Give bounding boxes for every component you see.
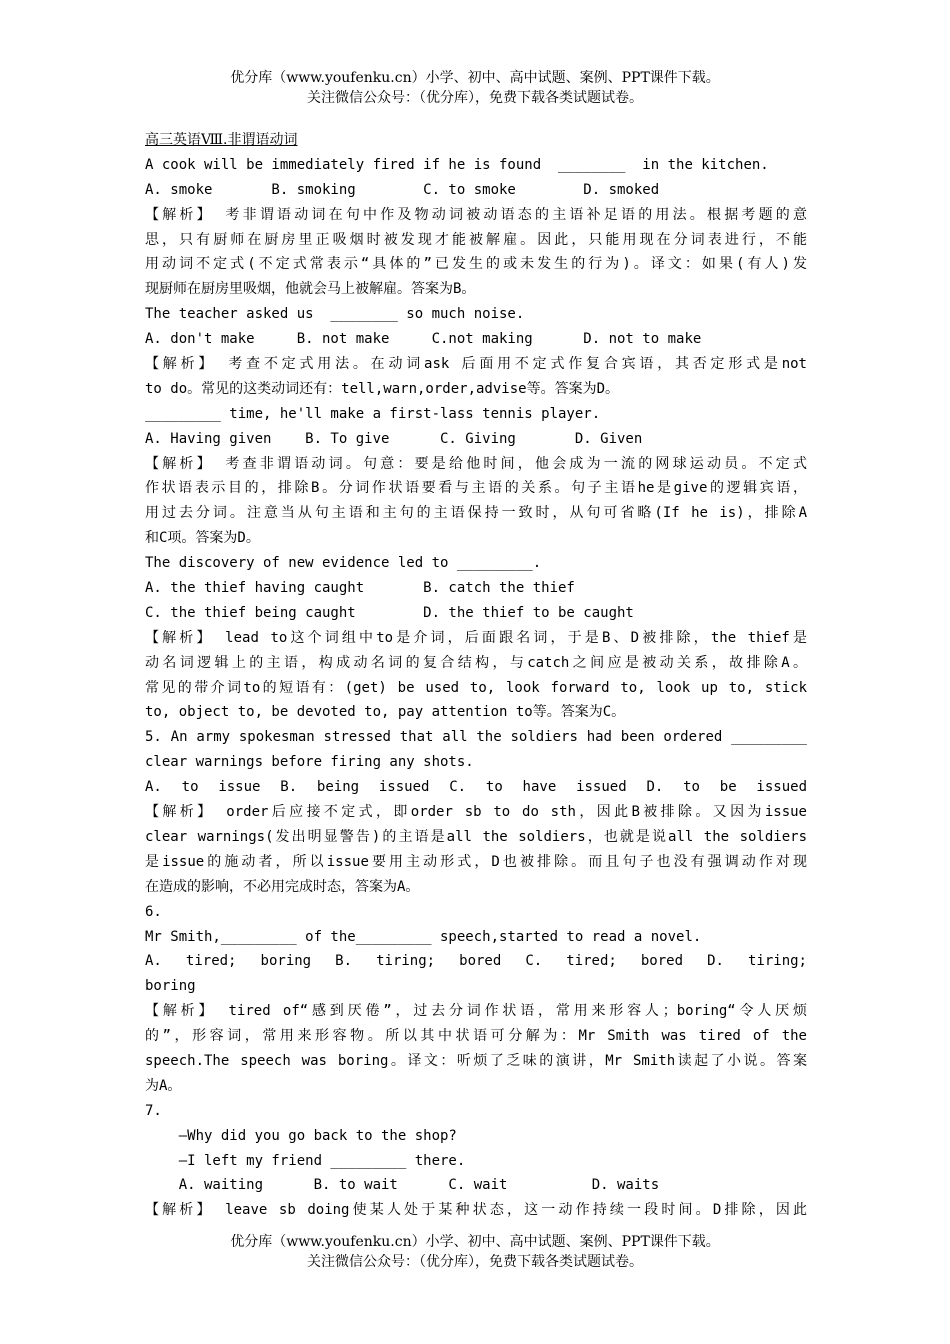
text-line: 常见的带介词to的短语有：(get) be used to, look forward to, look up to, stick [145,679,807,696]
footer-line-2: 关注微信公众号：（优分库），免费下载各类试题试卷。 [307,1254,643,1270]
text-line: A. smoke B. smoking C. to smoke D. smoked [145,181,660,198]
text-line: 【解析】 order后应接不定式，即order sb to do sth，因此B被排除。又因为issue [145,804,807,821]
text-line: The teacher asked us ________ so much noise. [145,306,525,323]
text-line: 思，只有厨师在厨房里正吸烟时被发现才能被解雇。因此，只能用现在分词表进行，不能 [145,231,807,248]
text-line: 的”，形容词，常用来形容物。所以其中状语可分解为：Mr Smith was tired of the [145,1028,807,1045]
text-line: speech.The speech was boring。译文：听烦了乏味的演讲，Mr Smith读起了小说。答案 [145,1052,807,1069]
text-line: 7. [145,1102,162,1119]
document-lines [145,153,807,1223]
text-line: 5. An army spokesman stressed that all the soldiers had been ordered _________ [145,729,807,746]
text-line: 用动词不定式(不定式常表示“具体的”已发生的或未发生的行为)。译文：如果(有人)发 [145,256,807,273]
text-line: 【解析】 leave sb doing使某人处于某种状态，这一动作持续一段时间。D排除，因此 [145,1202,807,1219]
text-line: The discovery of new evidence led to _________. [145,555,542,572]
text-line: 和C项。答案为D。 [145,530,260,547]
text-line: 在造成的影响，不必用完成时态，答案为A。 [145,878,420,895]
text-line: A. tired; boring B. tiring; bored C. tired; bored D. tiring; [145,953,807,970]
text-line: _________ time, he'll make a first-lass tennis player. [145,405,601,422]
text-line: 【解析】 考查不定式用法。在动词ask 后面用不定式作复合宾语，其否定形式是not [145,356,807,373]
text-line: 【解析】 lead to这个词组中to是介词，后面跟名词，于是B、D被排除，the thief是 [145,629,807,646]
text-line: A. to issue B. being issued C. to have issued D. to be issued [145,779,807,796]
document-body [145,128,807,1223]
page-footer [0,1232,950,1272]
document-title: 高三英语Ⅷ.非谓语动词 [145,132,298,148]
text-line: Mr Smith,_________ of the_________ speech,started to read a novel. [145,928,702,945]
text-line: —I left my friend _________ there. [145,1152,466,1169]
text-line: 动名词逻辑上的主语，构成动名词的复合结构，与catch之间应是被动关系，故排除A。 [145,654,807,671]
text-line: A. waiting B. to wait C. wait D. waits [145,1177,660,1194]
text-line: 现厨师在厨房里吸烟，他就会马上被解雇。答案为B。 [145,281,476,298]
text-line: 为A。 [145,1077,182,1094]
page-header [0,68,950,108]
text-line: 用过去分词。注意当从句主语和主句的主语保持一致时，从句可省略(If he is)，排除A [145,505,807,522]
text-line: boring [145,978,196,995]
text-line: 6. [145,903,162,920]
header-line-1: 优分库（www.youfenku.cn）小学、初中、高中试题、案例、PPT课件下载。 [230,70,720,86]
footer-line-1: 优分库（www.youfenku.cn）小学、初中、高中试题、案例、PPT课件下载。 [230,1234,720,1250]
text-line: 是issue的施动者，所以issue要用主动形式，D也被排除。而且句子也没有强调动作对现 [145,853,807,870]
text-line: 【解析】 考非谓语动词在句中作及物动词被动语态的主语补足语的用法。根据考题的意 [145,206,807,223]
text-line: to do。常见的这类动词还有：tell,warn,order,advise等。答案为D。 [145,380,620,397]
text-line: A cook will be immediately fired if he is found ________ in the kitchen. [145,156,769,173]
text-line: C. the thief being caught D. the thief to be caught [145,604,634,621]
text-line: A. Having given B. To give C. Giving D. Given [145,430,643,447]
text-line: A. the thief having caught B. catch the thief [145,580,575,597]
text-line: 【解析】 tired of“感到厌倦”，过去分词作状语，常用来形容人；boring“令人厌烦 [145,1003,807,1020]
text-line: clear warnings before firing any shots. [145,754,474,771]
text-line: to, object to, be devoted to, pay attention to等。答案为C。 [145,704,626,721]
text-line: 【解析】 考查非谓语动词。句意：要是给他时间，他会成为一流的网球运动员。不定式 [145,455,807,472]
text-line: A. don't make B. not make C.not making D. not to make [145,331,702,348]
text-line: 作状语表示目的，排除B。分词作状语要看与主语的关系。句子主语he是give的逻辑宾语， [145,480,807,497]
text-line: clear warnings(发出明显警告)的主语是all the soldiers，也就是说all the soldiers [145,828,807,845]
header-line-2: 关注微信公众号：（优分库），免费下载各类试题试卷。 [307,90,643,106]
text-line: —Why did you go back to the shop? [145,1127,457,1144]
